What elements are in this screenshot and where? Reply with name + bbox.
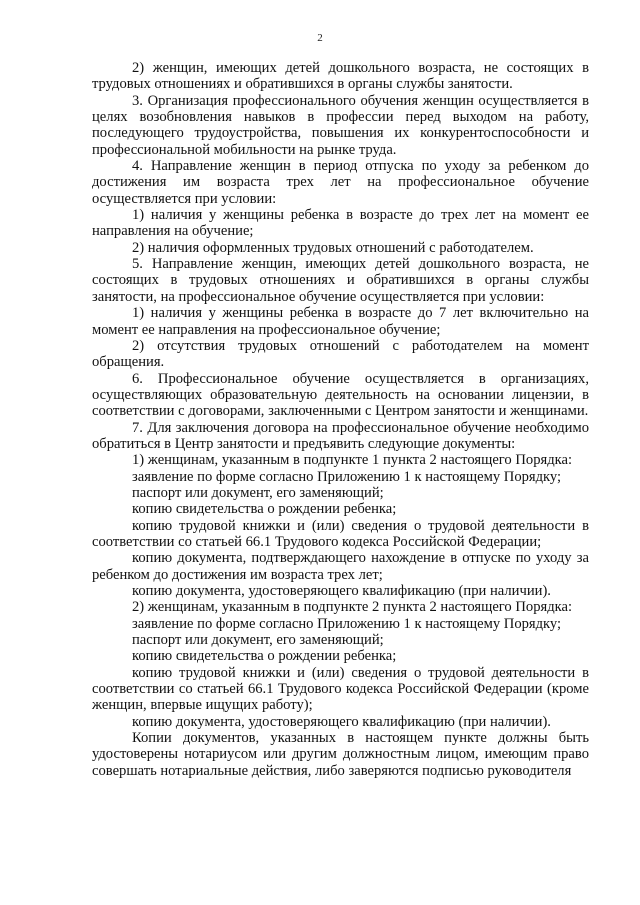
document-body	[92, 60, 589, 779]
paragraph: копию трудовой книжки и (или) сведения о трудовой деятельности в соответствии со статьей 66.1 Трудового кодекса Российской Федерации;	[92, 517, 589, 550]
paragraph: заявление по форме согласно Приложению 1 к настоящему Порядку;	[132, 468, 562, 485]
paragraph: 3. Организация профессионального обучения женщин осуществляется в целях возобновления навыков в профессии перед выходом на работу, последующего трудоустройства, повышения их конкурентоспособности и профессиональной мобильности на рынке труда.	[92, 92, 589, 158]
paragraph: паспорт или документ, его заменяющий;	[132, 484, 384, 501]
paragraph: копию документа, подтверждающего нахождение в отпуске по уходу за ребенком до достижения им возраста трех лет;	[92, 550, 589, 583]
paragraph: 7. Для заключения договора на профессиональное обучение необходимо обратиться в Центр занятости и предъявить следующие документы:	[92, 419, 589, 452]
paragraph: 5. Направление женщин, имеющих детей дошкольного возраста, не состоящих в трудовых отношениях и обратившихся в органы службы занятости, на профессиональное обучение осуществляется при условии:	[92, 256, 589, 305]
paragraph: копию свидетельства о рождении ребенка;	[132, 501, 397, 518]
paragraph: копию свидетельства о рождении ребенка;	[132, 648, 397, 665]
paragraph: 6. Профессиональное обучение осуществляется в организациях, осуществляющих образовательную деятельность на основании лицензии, в соответствии с договорами, заключенными с Центром занятости и женщинами.	[92, 370, 589, 420]
paragraph: копию документа, удостоверяющего квалификацию (при наличии).	[132, 713, 551, 730]
paragraph: 2) наличия оформленных трудовых отношений с работодателем.	[132, 239, 534, 256]
paragraph: 1) наличия у женщины ребенка в возрасте до трех лет на момент ее направления на обучение;	[92, 207, 589, 240]
paragraph: копию трудовой книжки и (или) сведения о трудовой деятельности в соответствии со статьей 66.1 Трудового кодекса Российской Федерации (кроме женщин, впервые ищущих работу);	[92, 664, 589, 714]
paragraph: 1) наличия у женщины ребенка в возрасте до 7 лет включительно на момент ее направления на профессиональное обучение;	[92, 305, 589, 338]
paragraph: 1) женщинам, указанным в подпункте 1 пункта 2 настоящего Порядка:	[132, 452, 573, 469]
paragraph: 2) женщинам, указанным в подпункте 2 пункта 2 настоящего Порядка:	[132, 599, 573, 616]
page-number: 2	[317, 32, 323, 44]
paragraph: 4. Направление женщин в период отпуска по уходу за ребенком до достижения им возраста трех лет на профессиональное обучение осуществляется при условии:	[92, 158, 589, 207]
paragraph: заявление по форме согласно Приложению 1 к настоящему Порядку;	[132, 615, 562, 632]
paragraph: 2) женщин, имеющих детей дошкольного возраста, не состоящих в трудовых отношениях и обратившихся в органы службы занятости.	[92, 60, 589, 93]
paragraph: паспорт или документ, его заменяющий;	[132, 632, 384, 649]
paragraph: Копии документов, указанных в настоящем пункте должны быть удостоверены нотариусом или другим должностным лицом, имеющим право совершать нотариальные действия, либо заверяются подписью руководителя	[92, 730, 589, 779]
paragraph: копию документа, удостоверяющего квалификацию (при наличии).	[132, 583, 551, 599]
paragraph: 2) отсутствия трудовых отношений с работодателем на момент обращения.	[92, 337, 589, 371]
